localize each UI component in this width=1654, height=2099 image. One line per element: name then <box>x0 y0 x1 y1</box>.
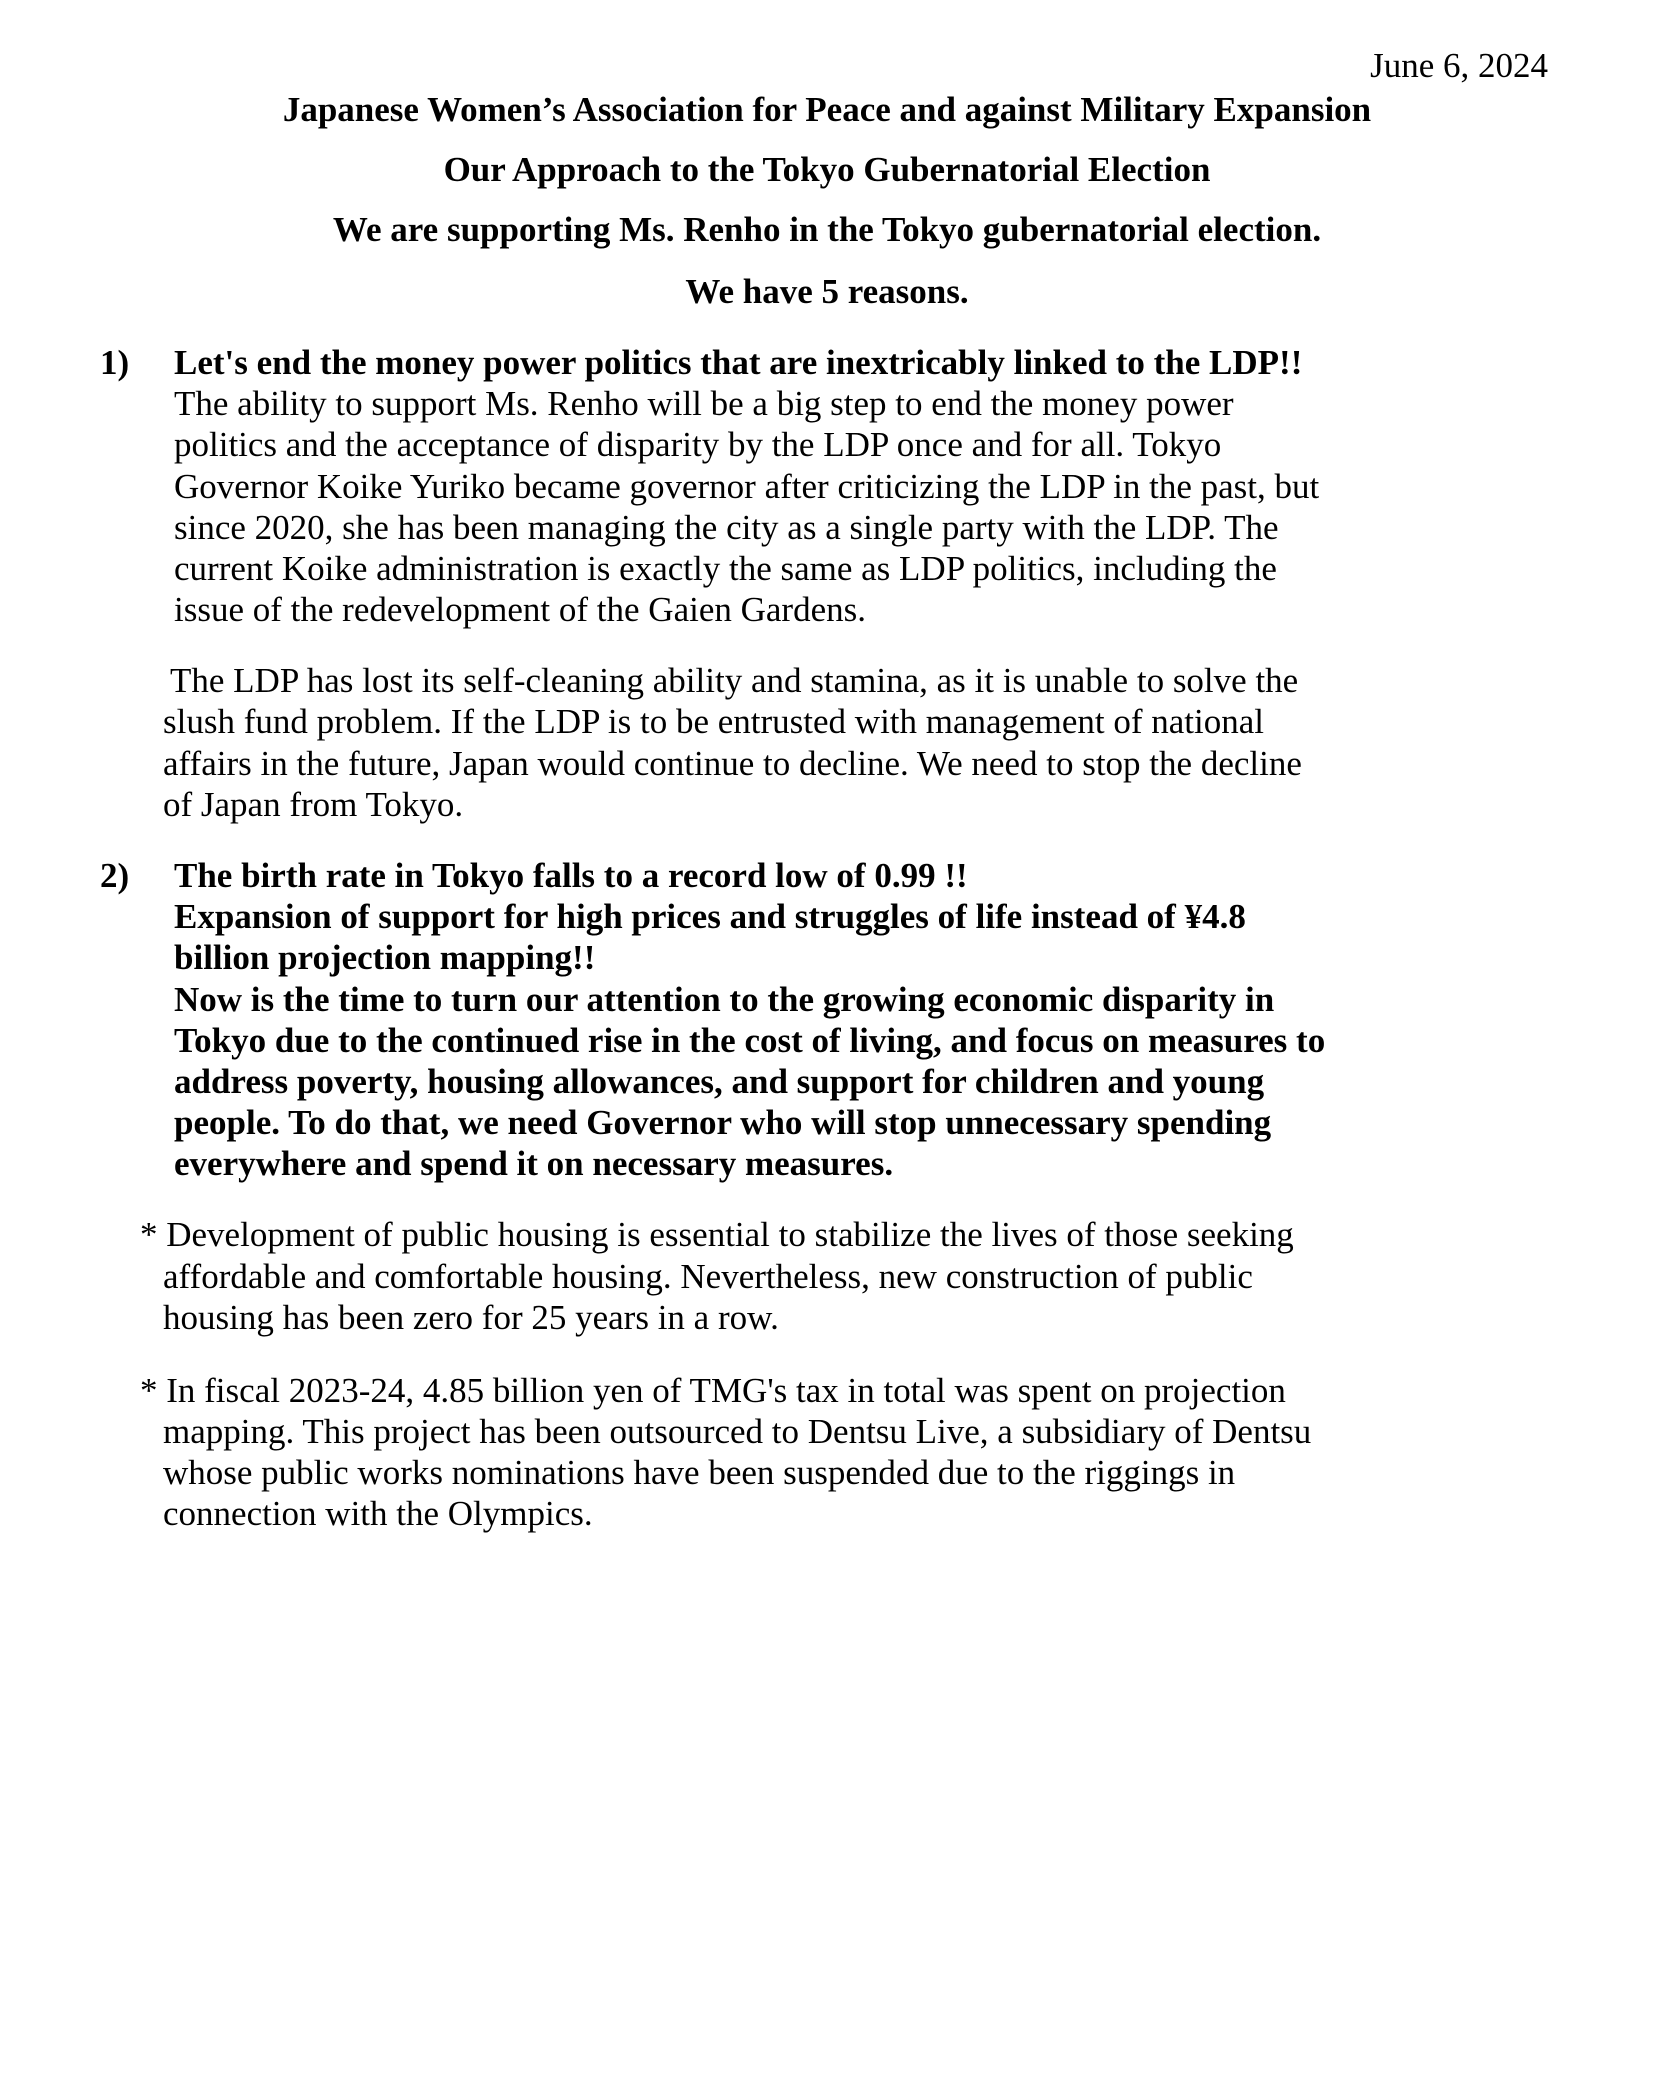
section-number: 2) <box>100 856 130 895</box>
section-heading: everywhere and spend it on necessary measures. <box>174 1144 894 1183</box>
paragraph-line: politics and the acceptance of disparity by the LDP once and for all. Tokyo <box>174 425 1222 464</box>
section-heading: address poverty, housing allowances, and support for children and young <box>174 1062 1265 1101</box>
footnote-line: whose public works nominations have been suspended due to the riggings in <box>163 1453 1236 1492</box>
organization-name: Japanese Women’s Association for Peace and against Military Expansion <box>282 90 1372 129</box>
paragraph-line: The LDP has lost its self-cleaning ability and stamina, as it is unable to solve the <box>170 661 1299 700</box>
section-heading: Expansion of support for high prices and struggles of life instead of ¥4.8 <box>174 897 1246 936</box>
footnote-line: connection with the Olympics. <box>163 1494 593 1533</box>
section-heading: Tokyo due to the continued rise in the cost of living, and focus on measures to <box>174 1021 1326 1060</box>
section-number: 1) <box>100 343 130 382</box>
document-title: Our Approach to the Tokyo Gubernatorial Election <box>443 150 1211 189</box>
footnote-line: * Development of public housing is essential to stabilize the lives of those seeking <box>140 1215 1294 1254</box>
section-heading: billion projection mapping!! <box>174 938 596 977</box>
paragraph-line: current Koike administration is exactly the same as LDP politics, including the <box>174 549 1277 588</box>
support-statement: We are supporting Ms. Renho in the Tokyo gubernatorial election. <box>332 210 1322 249</box>
paragraph-line: of Japan from Tokyo. <box>163 785 464 824</box>
footnote-line: * In fiscal 2023-24, 4.85 billion yen of TMG's tax in total was spent on projection <box>140 1371 1286 1410</box>
paragraph-line: since 2020, she has been managing the city as a single party with the LDP. The <box>174 508 1279 547</box>
footnote-line: housing has been zero for 25 years in a row. <box>163 1298 779 1337</box>
section-heading: The birth rate in Tokyo falls to a record low of 0.99 !! <box>174 856 968 895</box>
footnote-line: affordable and comfortable housing. Nevertheless, new construction of public <box>163 1257 1253 1296</box>
paragraph-line: The ability to support Ms. Renho will be a big step to end the money power <box>174 384 1234 423</box>
paragraph-line: affairs in the future, Japan would continue to decline. We need to stop the decline <box>163 744 1302 783</box>
reasons-intro: We have 5 reasons. <box>685 272 969 311</box>
paragraph-line: issue of the redevelopment of the Gaien Gardens. <box>174 590 866 629</box>
footnote-line: mapping. This project has been outsourced to Dentsu Live, a subsidiary of Dentsu <box>163 1412 1312 1451</box>
paragraph-line: Governor Koike Yuriko became governor after criticizing the LDP in the past, but <box>174 467 1320 506</box>
paragraph-line: slush fund problem. If the LDP is to be entrusted with management of national <box>163 702 1264 741</box>
section-heading: Let's end the money power politics that are inextricably linked to the LDP!! <box>174 343 1303 382</box>
document-date: June 6, 2024 <box>1370 46 1548 85</box>
section-heading: Now is the time to turn our attention to the growing economic disparity in <box>174 980 1275 1019</box>
section-heading: people. To do that, we need Governor who will stop unnecessary spending <box>174 1103 1272 1142</box>
